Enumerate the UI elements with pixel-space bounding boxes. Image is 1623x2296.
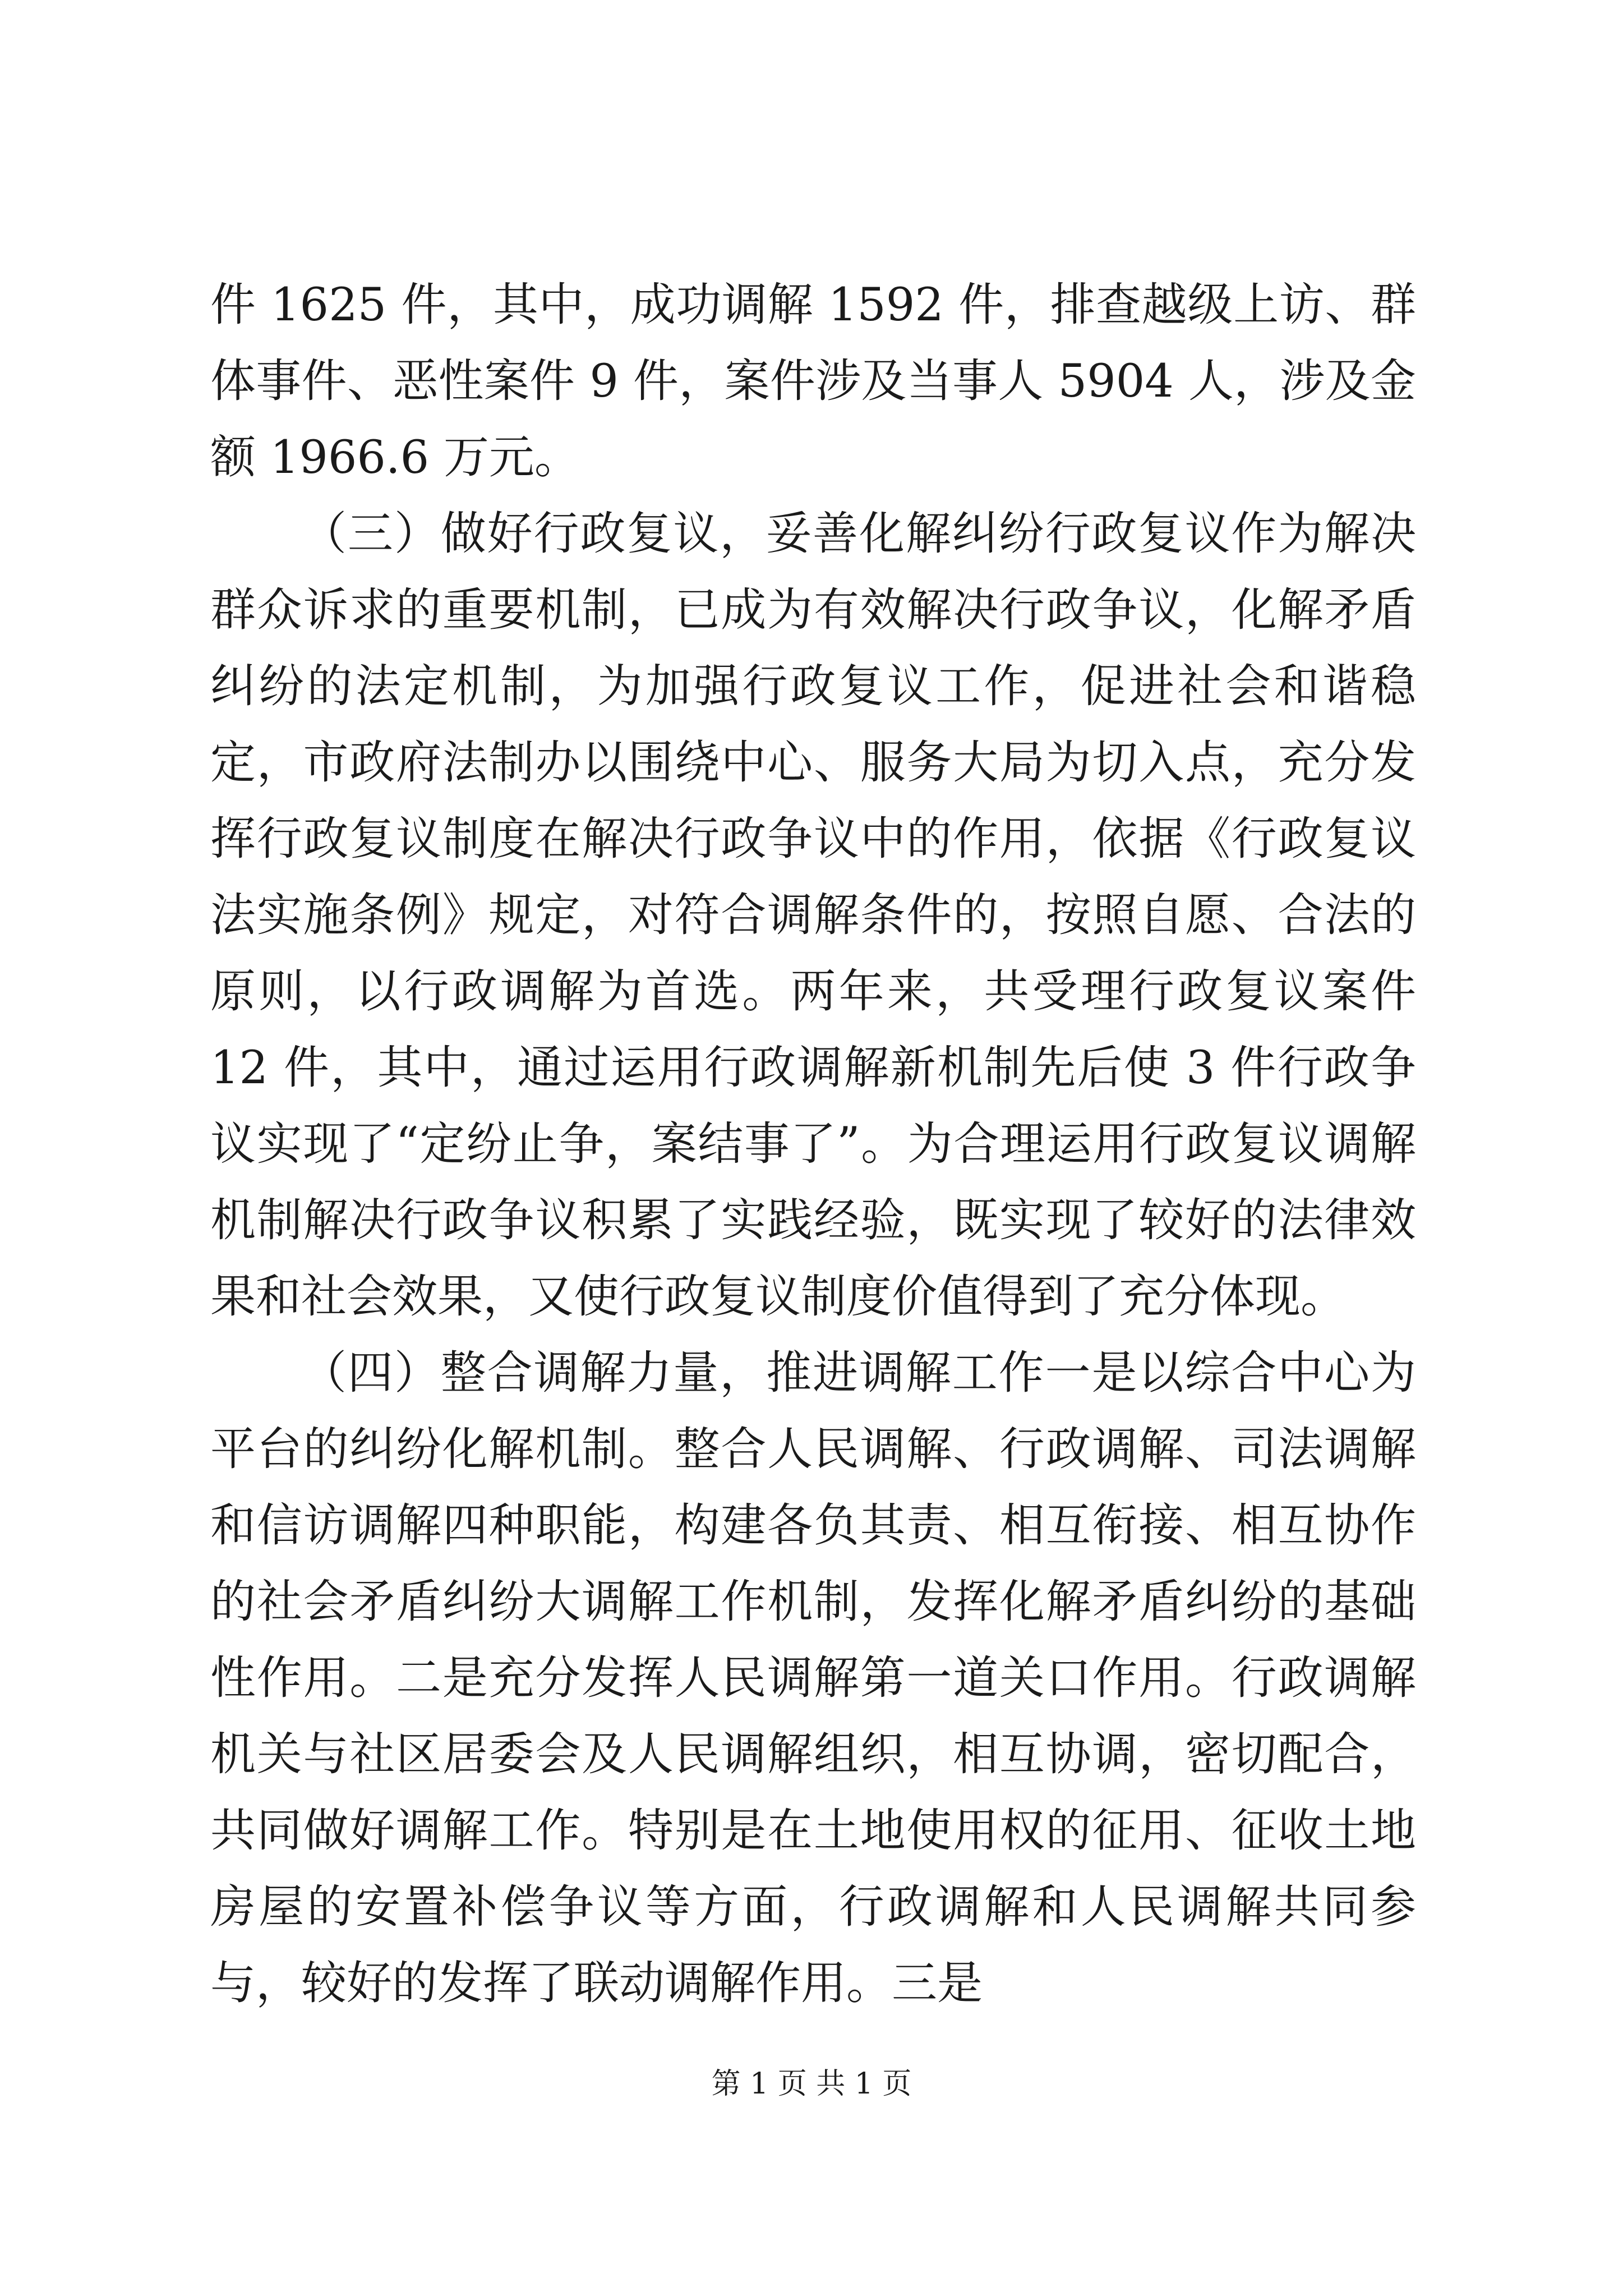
page-number-footer: 第 1 页 共 1 页 [711, 2067, 912, 2101]
document-body [210, 267, 1416, 2022]
paragraph-mediation-integration: （四）整合调解力量，推进调解工作一是以综合中心为平台的纠纷化解机制。整合人民调解、行政调解、司法调解和信访调解四种职能，构建各负其责、相互衔接、相互协作的社会矛盾纠纷大调解工作机制，发挥化解矛盾纠纷的基础性作用。二是充分发挥人民调解第一道关口作用。行政调解机关与社区居委会及人民调解组织，相互协调，密切配合，共同做好调解工作。特别是在土地使用权的征用、征收土地房屋的安置补偿争议等方面，行政调解和人民调解共同参与，较好的发挥了联动调解作用。三是 [210, 1347, 1416, 2010]
paragraph-statistics: 件 1625 件，其中，成功调解 1592 件，排查越级上访、群体事件、恶性案件 9 件，案件涉及当事人 5904 人，涉及金额 1966.6 万元。 [210, 279, 1416, 484]
paragraph-administrative-review: （三）做好行政复议，妥善化解纠纷行政复议作为解决群众诉求的重要机制，已成为有效解决行政争议，化解矛盾纠纷的法定机制，为加强行政复议工作，促进社会和谐稳定，市政府法制办以围绕中心、服务大局为切入点，充分发挥行政复议制度在解决行政争议中的作用，依据《行政复议法实施条例》规定，对符合调解条件的，按照自愿、合法的原则，以行政调解为首选。两年来，共受理行政复议案件 12 件，其中，通过运用行政调解新机制先后使 3 件行政争议实现了“定纷止争，案结事了”。为合理运用行政复议调解机制解决行政争议积累了实践经验，既实现了较好的法律效果和社会效果，又使行政复议制度价值得到了充分体现。 [210, 508, 1416, 1323]
